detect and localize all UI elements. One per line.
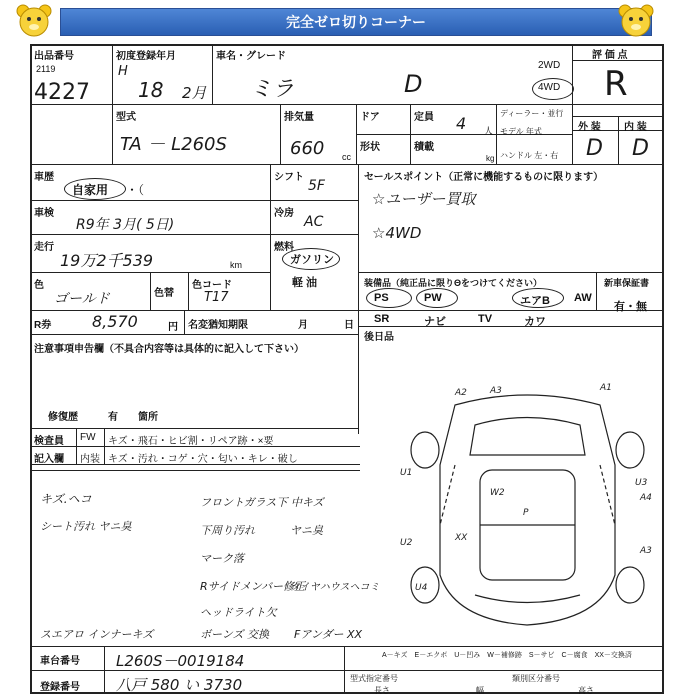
check-row2-tag: 内装 — [80, 454, 100, 465]
interior-label: 内 装 — [624, 122, 647, 133]
rating-label: 評 価 点 — [592, 50, 628, 61]
dealer-label: ディーラー・並行 — [500, 109, 564, 118]
equip-airbag-circle — [512, 288, 564, 308]
model-label: 型式 — [116, 112, 136, 123]
note-4: 下周り汚れ — [200, 524, 255, 537]
capacity-value: 4 — [456, 114, 467, 133]
diagram-mark: W2 — [490, 488, 505, 498]
note-8: タイヤハウスヘコミ — [290, 582, 380, 593]
diagram-mark: U3 — [635, 478, 648, 488]
height-label: 高さ — [578, 686, 594, 695]
color-change-label: 色替 — [154, 288, 174, 299]
r-ken-label: R券 — [34, 320, 52, 331]
drive-2wd: 2WD — [538, 60, 561, 71]
equip-ps-circle — [366, 288, 412, 308]
reg-era: H — [118, 64, 128, 79]
mascot-left-icon — [14, 2, 54, 38]
fuel-label: 燃料 — [274, 242, 294, 253]
equip-airbag: エアB — [520, 295, 550, 307]
note-7: Rサイドメンバー修正 — [200, 580, 305, 593]
warranty-options: 有・無 — [614, 301, 647, 313]
sales-point-2: ☆4WD — [372, 224, 422, 242]
equip-tv: TV — [478, 313, 493, 325]
inspector-label: 検査員 — [34, 436, 64, 447]
yen-label: 円 — [168, 322, 178, 333]
equip-pw-circle — [416, 288, 458, 308]
handle-label: ハンドル 左・右 — [500, 151, 559, 160]
door-label: ドア — [360, 112, 380, 123]
equip-leather: カワ — [524, 316, 546, 328]
length-label: 長さ — [374, 686, 390, 695]
exterior-label: 外 装 — [578, 122, 601, 133]
car-damage-diagram — [395, 375, 660, 640]
lot-no-label: 出品番号 — [34, 51, 74, 62]
diagram-mark: XX — [455, 533, 468, 543]
exterior-grade: D — [586, 136, 603, 161]
color-code-value: T17 — [204, 290, 229, 305]
equip-pw: PW — [424, 292, 442, 304]
equip-ps: PS — [374, 292, 389, 304]
note-6: マーク落 — [200, 552, 244, 565]
lot-sub-number: 2119 — [36, 64, 56, 74]
diagram-mark: P — [523, 508, 529, 518]
first-reg-label: 初度登録年月 — [116, 51, 176, 62]
repair-yes: 有 — [108, 412, 118, 423]
ac-value: AC — [304, 214, 324, 230]
meigi-label: 名変猶知期限 — [188, 320, 248, 331]
history-private: 自家用 — [72, 183, 109, 197]
color-code-label: 色コード — [192, 280, 232, 291]
category-label: 類別区分番号 — [512, 674, 560, 683]
interior-grade: D — [632, 136, 649, 161]
diagram-mark: A4 — [640, 493, 652, 503]
history-label: 車歴 — [34, 172, 54, 183]
note-11: ボーンズ 交換 — [200, 628, 269, 641]
meigi-month: 月 — [298, 320, 308, 331]
car-grade-label: 車名・グレード — [216, 51, 286, 62]
note-1: キズ.ヘコ — [40, 492, 92, 506]
check-row2: キズ・汚れ・コゲ・穴・匂い・キレ・破し — [108, 454, 298, 465]
equip-aw: AW — [574, 292, 592, 304]
remarks-label: 注意事項申告欄（不具合内容等は具体的に記入して下さい） — [34, 344, 304, 355]
sales-point-1: ☆ユーザー買取 — [372, 190, 476, 208]
diagram-mark: A2 — [455, 388, 467, 398]
chassis-label: 車台番号 — [40, 656, 80, 667]
meigi-day: 日 — [344, 320, 354, 331]
displacement-label: 排気量 — [284, 112, 314, 123]
shift-value: 5F — [308, 178, 325, 194]
diagram-mark: A3 — [640, 546, 652, 556]
mileage-label: 走行 — [34, 242, 54, 253]
designated-label: 型式指定番号 — [350, 674, 398, 683]
mascot-right-icon — [616, 2, 656, 38]
capacity-label: 定員 — [414, 112, 434, 123]
repair-label: 修復歴 — [48, 412, 78, 423]
mileage-value: 19万2千539 — [60, 251, 154, 270]
rating-score: R — [604, 64, 628, 104]
diagram-mark: U2 — [400, 538, 413, 548]
equipment-label: 装備品（純正品に限りΘをつけてください） — [364, 278, 543, 288]
diagram-mark: U4 — [415, 583, 428, 593]
note-9: ヘッドライト欠 — [200, 606, 277, 619]
equip-sr: SR — [374, 313, 390, 325]
drive-4wd: 4WD — [538, 82, 561, 93]
repair-part: 箇所 — [138, 412, 158, 423]
note-2: シート汚れ ヤニ臭 — [40, 520, 132, 533]
shift-label: シフト — [274, 172, 304, 183]
legend: A－キズ E－エクボ U－凹み W－補修跡 S－サビ C－腐食 XX－交換済 — [382, 652, 632, 659]
capacity-unit: 人 — [484, 126, 494, 136]
check-row1: キズ・飛石・ヒビ割・リペア跡・×要 — [108, 436, 274, 447]
diagram-mark: U1 — [400, 468, 413, 478]
diagram-mark: A3 — [490, 386, 502, 396]
reg-no-label: 登録番号 — [40, 682, 80, 693]
reg-month: 2月 — [182, 84, 207, 102]
model-code: TA － L260S — [120, 134, 227, 155]
note-5: ヤニ臭 — [290, 524, 323, 537]
model-year-label: モデル 年式 — [500, 127, 542, 136]
color-value: ゴールド — [54, 291, 110, 307]
note-10: スエアロ インナーキズ — [40, 628, 154, 641]
kg-label: kg — [486, 154, 495, 163]
fuel-light-oil: 軽 油 — [292, 277, 318, 289]
cc-label: cc — [342, 152, 351, 162]
rear-seat-label: 後日品 — [364, 332, 394, 343]
reg-no-value: 八戸 580 い 3730 — [116, 676, 243, 694]
new-warranty-label: 新車保証書 — [604, 278, 650, 288]
note-3: フロントガラス下 中キズ — [200, 496, 324, 509]
reg-year: 18 — [138, 78, 164, 102]
r-ken-value: 8,570 — [92, 312, 138, 331]
car-name: ミラ — [250, 77, 295, 102]
load-label: 積載 — [414, 142, 434, 153]
shape-label: 形状 — [360, 142, 380, 153]
inspection-label: 車検 — [34, 208, 54, 219]
chassis-value: L260S－0019184 — [116, 652, 245, 670]
width-label: 幅 — [476, 686, 484, 695]
sales-points-label: セールスポイント（正常に機能するものに限ります） — [364, 172, 604, 183]
fuel-gasoline: ガソリン — [290, 254, 334, 266]
displacement-value: 660 — [290, 138, 325, 159]
note-12: Fアンダー XX — [294, 628, 363, 641]
lot-number: 4227 — [34, 80, 90, 105]
entry-label: 記入欄 — [34, 454, 64, 465]
page-title: 完全ゼロ切りコーナー — [60, 8, 652, 36]
color-label: 色 — [34, 280, 44, 291]
inspection-value: R9年 3月( 5日) — [76, 217, 175, 233]
ac-label: 冷房 — [274, 208, 294, 219]
diagram-mark: A1 — [600, 383, 612, 393]
grade: D — [404, 70, 423, 98]
km-label: km — [230, 260, 242, 270]
equip-navi: ナビ — [424, 316, 446, 328]
check-row1-tag: FW — [80, 432, 96, 443]
history-rest: ・（ — [126, 183, 145, 197]
